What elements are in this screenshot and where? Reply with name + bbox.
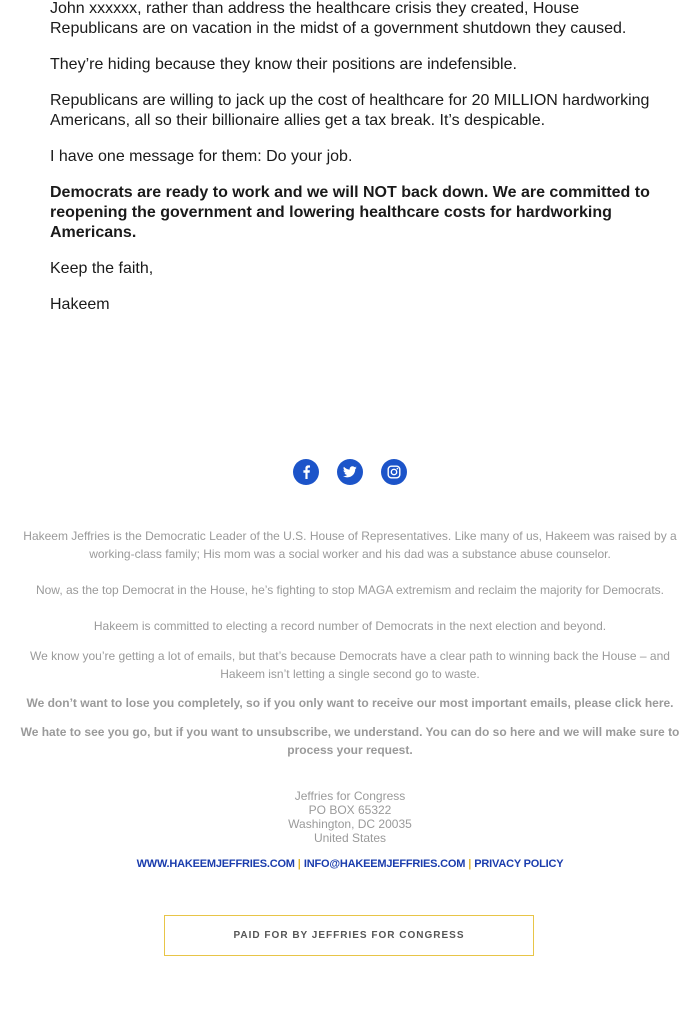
website-link[interactable]: WWW.HAKEEMJEFFRIES.COM [136, 858, 295, 870]
twitter-icon[interactable] [337, 459, 363, 485]
unsubscribe-link[interactable]: We hate to see you go, but if you want to unsubscribe, we understand. You can do so here and we will make sure to process your request. [20, 725, 680, 757]
footer-bio: Hakeem Jeffries is the Democratic Leader of the U.S. House of Representatives. Like many of us, Hakeem was raised by a working-class family; His mom was a social worker and his dad was a substance abuse counselor. [23, 529, 677, 561]
address-country: United States [313, 831, 387, 845]
link-separator: | [297, 858, 301, 870]
footer-links [0, 858, 700, 870]
letter-paragraph: I have one message for them: Do your job. [50, 148, 353, 165]
footer-mission: Now, as the top Democrat in the House, he’s fighting to stop MAGA extremism and reclaim the majority for Democrats. [35, 583, 665, 597]
address-po-box: PO BOX 65322 [308, 803, 392, 817]
footer-text [15, 527, 685, 777]
letter-paragraph: John xxxxxx, rather than address the healthcare crisis they created, House Republicans are on vacation in the midst of a government shutdown they caused. [50, 0, 627, 37]
paid-for-text: PAID FOR BY JEFFRIES FOR CONGRESS [233, 930, 465, 941]
footer-commitment: Hakeem is committed to electing a record number of Democrats in the next election and beyond. [93, 619, 607, 633]
address-city: Washington, DC 20035 [288, 817, 412, 831]
letter-bold-paragraph: Democrats are ready to work and we will NOT back down. We are committed to reopening the government and lowering healthcare costs for hardworking Americans. [50, 184, 650, 241]
paid-for-disclaimer [164, 915, 534, 956]
letter-body [50, 0, 660, 331]
link-separator: | [468, 858, 472, 870]
email-link[interactable]: INFO@HAKEEMJEFFRIES.COM [303, 858, 466, 870]
facebook-icon[interactable] [293, 459, 319, 485]
important-emails-link[interactable]: We don’t want to lose you completely, so if you only want to receive our most important emails, please click here. [26, 696, 674, 710]
footer-emails-note: We know you’re getting a lot of emails, but that’s because Democrats have a clear path to winning back the House – and Hakeem isn’t letting a single second go to waste. [30, 649, 670, 681]
letter-signature: Hakeem [50, 296, 110, 313]
instagram-icon[interactable] [381, 459, 407, 485]
privacy-policy-link[interactable]: PRIVACY POLICY [474, 858, 564, 870]
social-links [0, 459, 700, 485]
mailing-address [0, 789, 700, 845]
letter-closing: Keep the faith, [50, 260, 154, 277]
letter-paragraph: Republicans are willing to jack up the cost of healthcare for 20 MILLION hardworking Americans, all so their billionaire allies get a tax break. It’s despicable. [50, 92, 650, 129]
address-name: Jeffries for Congress [294, 789, 406, 803]
letter-paragraph: They’re hiding because they know their positions are indefensible. [50, 56, 517, 73]
